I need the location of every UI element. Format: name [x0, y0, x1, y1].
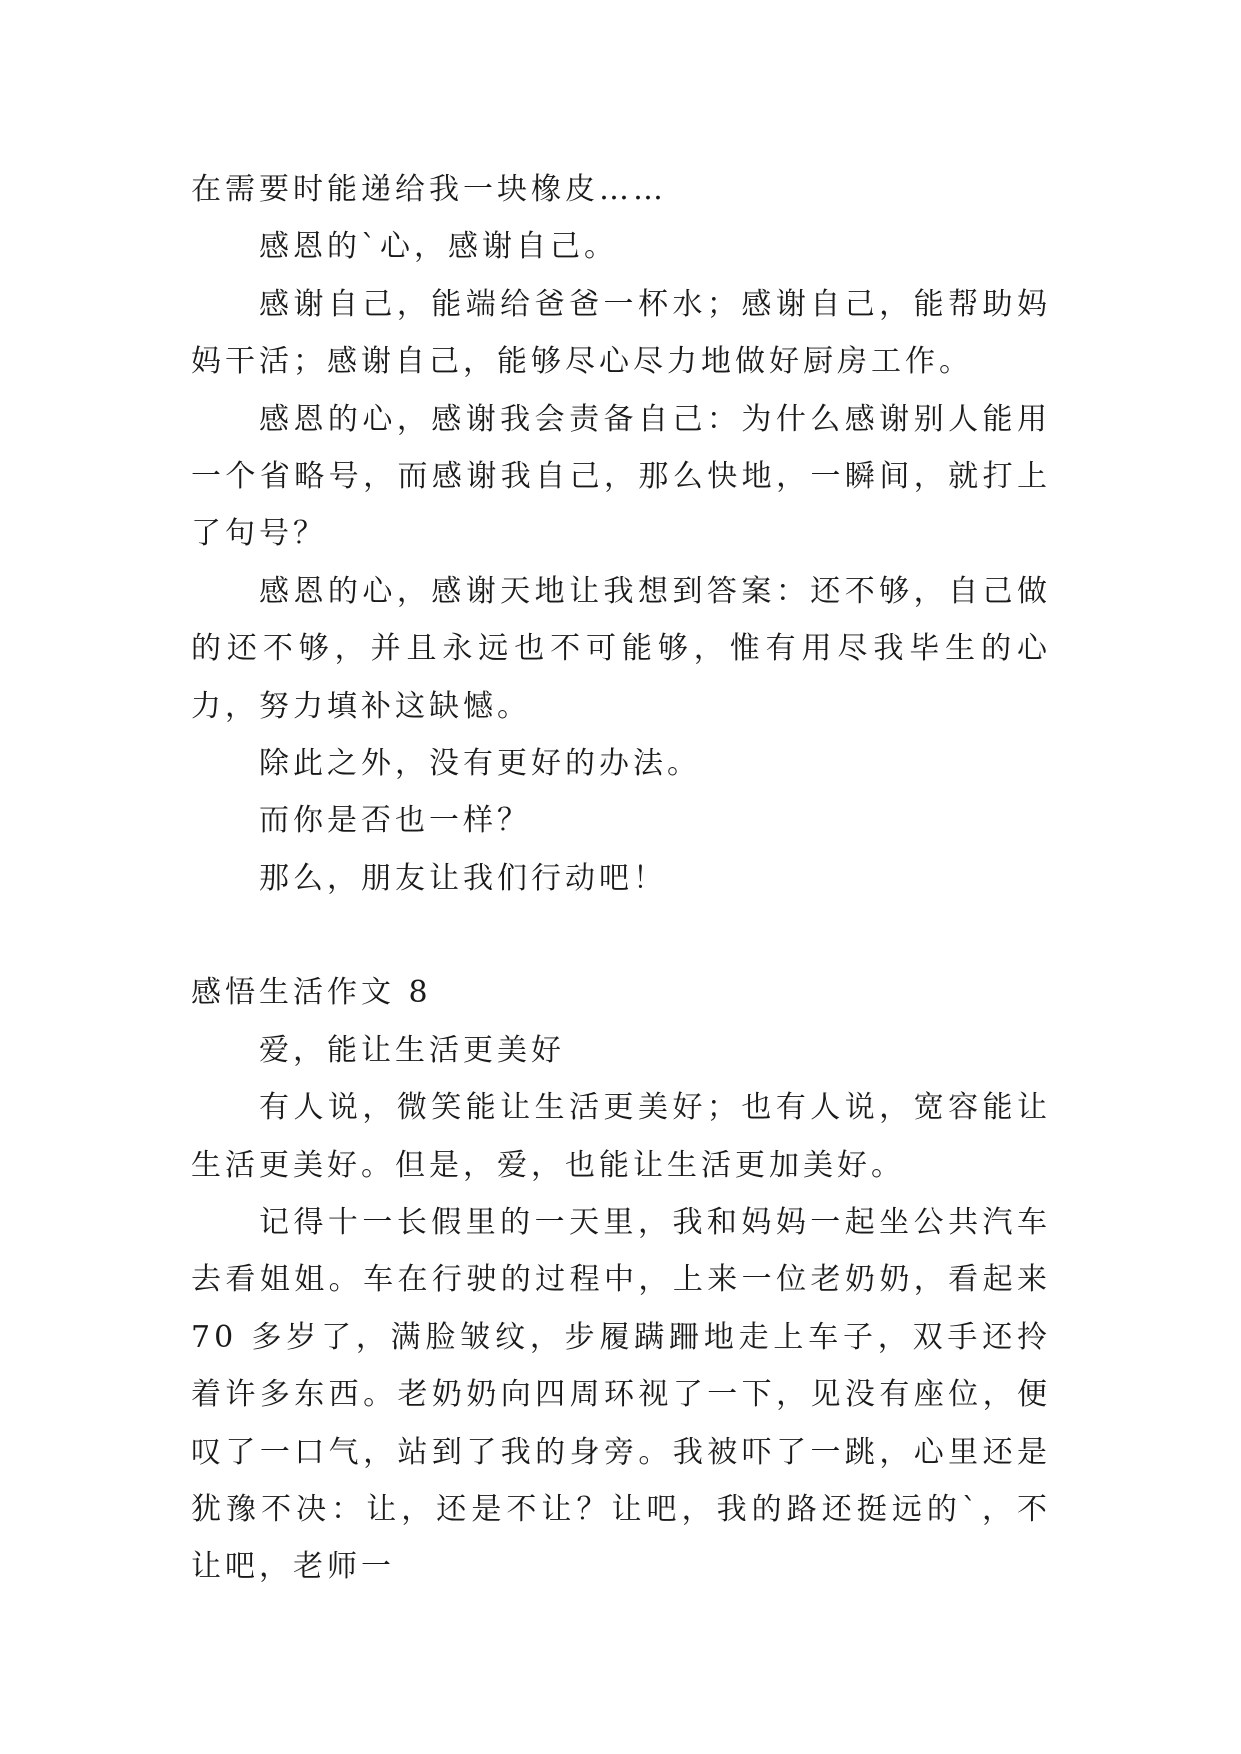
paragraph: 记得十一长假里的一天里，我和妈妈一起坐公共汽车去看姐姐。车在行驶的过程中，上来一位老奶奶，看起来 70 多岁了，满脸皱纹，步履蹒跚地走上车子，双手还拎着许多东西。老奶奶向四周环视了一下，见没有座位，便叹了一口气，站到了我的身旁。我被吓了一跳，心里还是犹豫不决：让，还是不让？让吧，我的路还挺远的`，不让吧，老师一 [191, 1204, 1051, 1585]
paragraph: 感恩的`心，感谢自己。 [259, 229, 618, 265]
section-heading: 感悟生活作文 8 [191, 975, 432, 1011]
essay-title: 爱，能让生活更美好 [259, 1032, 565, 1068]
paragraph: 那么，朋友让我们行动吧！ [259, 860, 667, 896]
paragraph-continuation: 在需要时能递给我一块橡皮…… [191, 172, 667, 207]
paragraph: 有人说，微笑能让生活更美好；也有人说，宽容能让生活更美好。但是，爱，也能让生活更加美好。 [191, 1090, 1051, 1183]
paragraph: 除此之外，没有更好的办法。 [259, 746, 701, 782]
paragraph: 感恩的心，感谢天地让我想到答案：还不够，自己做的还不够，并且永远也不可能够，惟有用尽我毕生的心力，努力填补这缺憾。 [191, 573, 1051, 724]
document-body [191, 161, 1051, 1596]
paragraph: 感恩的心，感谢我会责备自己：为什么感谢别人能用一个省略号，而感谢我自己，那么快地，一瞬间，就打上了句号？ [191, 401, 1051, 552]
paragraph: 感谢自己，能端给爸爸一杯水；感谢自己，能帮助妈妈干活；感谢自己，能够尽心尽力地做好厨房工作。 [191, 286, 1051, 380]
paragraph: 而你是否也一样？ [259, 803, 531, 839]
